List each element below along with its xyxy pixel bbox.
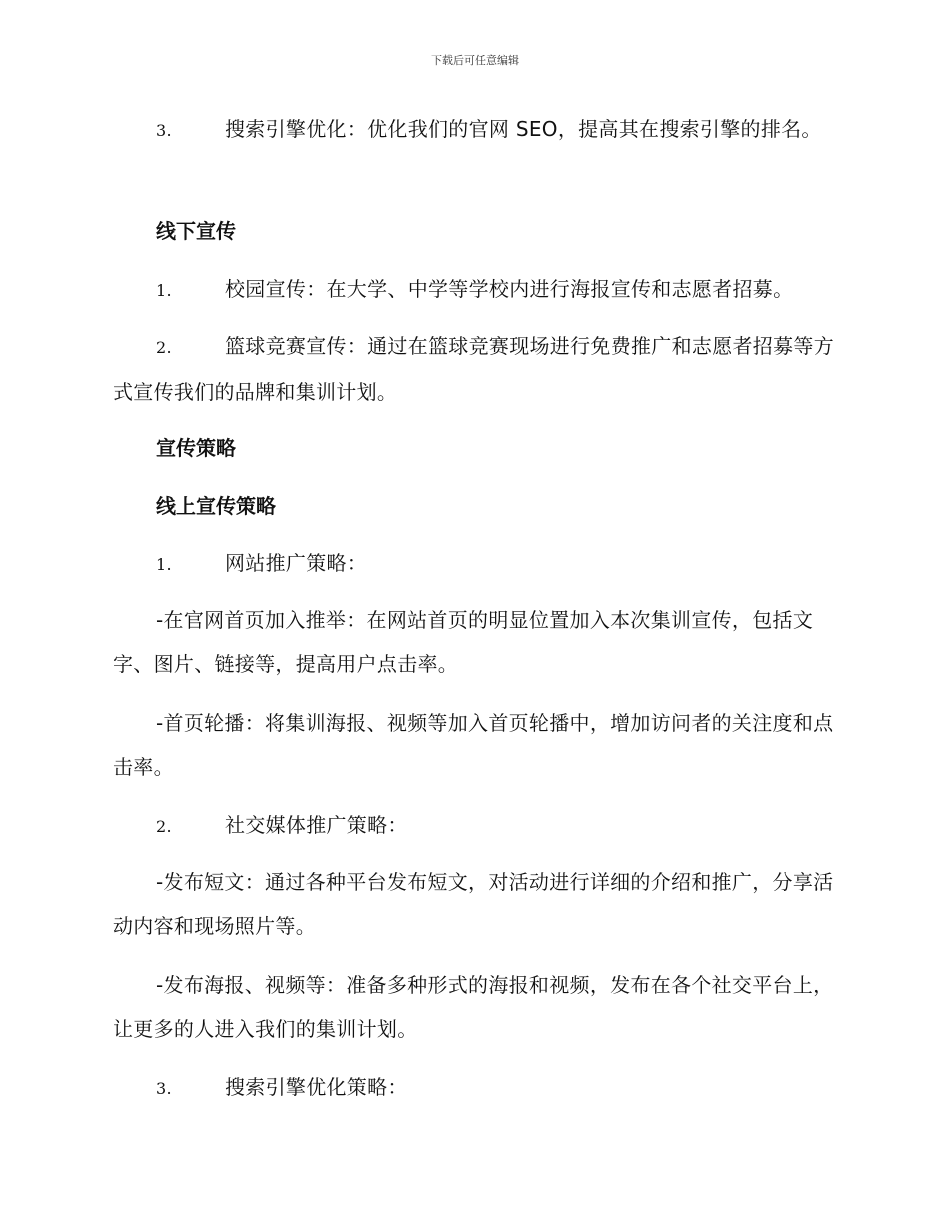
page-header-note: 下载后可任意编辑 xyxy=(431,54,519,67)
paragraph-poster-video: -发布海报、视频等：准备多种形式的海报和视频，发布在各个社交平台上，让更多的人进入我们的集训计划。 xyxy=(113,973,834,1041)
list-item-social xyxy=(113,803,839,849)
section-heading-offline: 线下宣传 xyxy=(156,219,236,243)
paragraph-carousel: -首页轮播：将集训海报、视频等加入首页轮播中，增加访问者的关注度和点击率。 xyxy=(113,711,834,779)
list-item-campus xyxy=(113,267,839,313)
list-item-text: 社交媒体推广策略： xyxy=(225,813,408,837)
list-item-number: 3. xyxy=(156,1079,172,1098)
section-heading-strategy: 宣传策略 xyxy=(156,436,236,460)
list-item-website xyxy=(113,541,839,587)
list-item-text: 校园宣传：在大学、中学等学校内进行海报宣传和志愿者招募。 xyxy=(225,277,794,301)
section-heading-online-strategy: 线上宣传策略 xyxy=(156,494,276,518)
list-item-text: 网站推广策略： xyxy=(225,551,368,575)
paragraph-homepage: -在官网首页加入推举：在网站首页的明显位置加入本次集训宣传，包括文字、图片、链接等，提高用户点击率。 xyxy=(113,608,814,676)
list-item-number: 3. xyxy=(156,121,172,140)
list-item-number: 2. xyxy=(156,338,172,357)
list-item-text: 搜索引擎优化策略： xyxy=(225,1075,408,1099)
paragraph-short-text: -发布短文：通过各种平台发布短文，对活动进行详细的介绍和推广，分享活动内容和现场照片等。 xyxy=(113,870,834,938)
list-item-text: 篮球竞赛宣传：通过在篮球竞赛现场进行免费推广和志愿者招募等方式宣传我们的品牌和集训计划。 xyxy=(113,334,834,404)
list-item-number: 2. xyxy=(156,817,172,836)
list-item-basketball xyxy=(113,324,839,414)
list-item-seo xyxy=(113,107,839,153)
list-item-seo-strategy xyxy=(113,1065,839,1111)
list-item-text: 搜索引擎优化：优化我们的官网 SEO，提高其在搜索引擎的排名。 xyxy=(225,117,822,141)
list-item-number: 1. xyxy=(156,555,172,574)
list-item-number: 1. xyxy=(156,281,172,300)
